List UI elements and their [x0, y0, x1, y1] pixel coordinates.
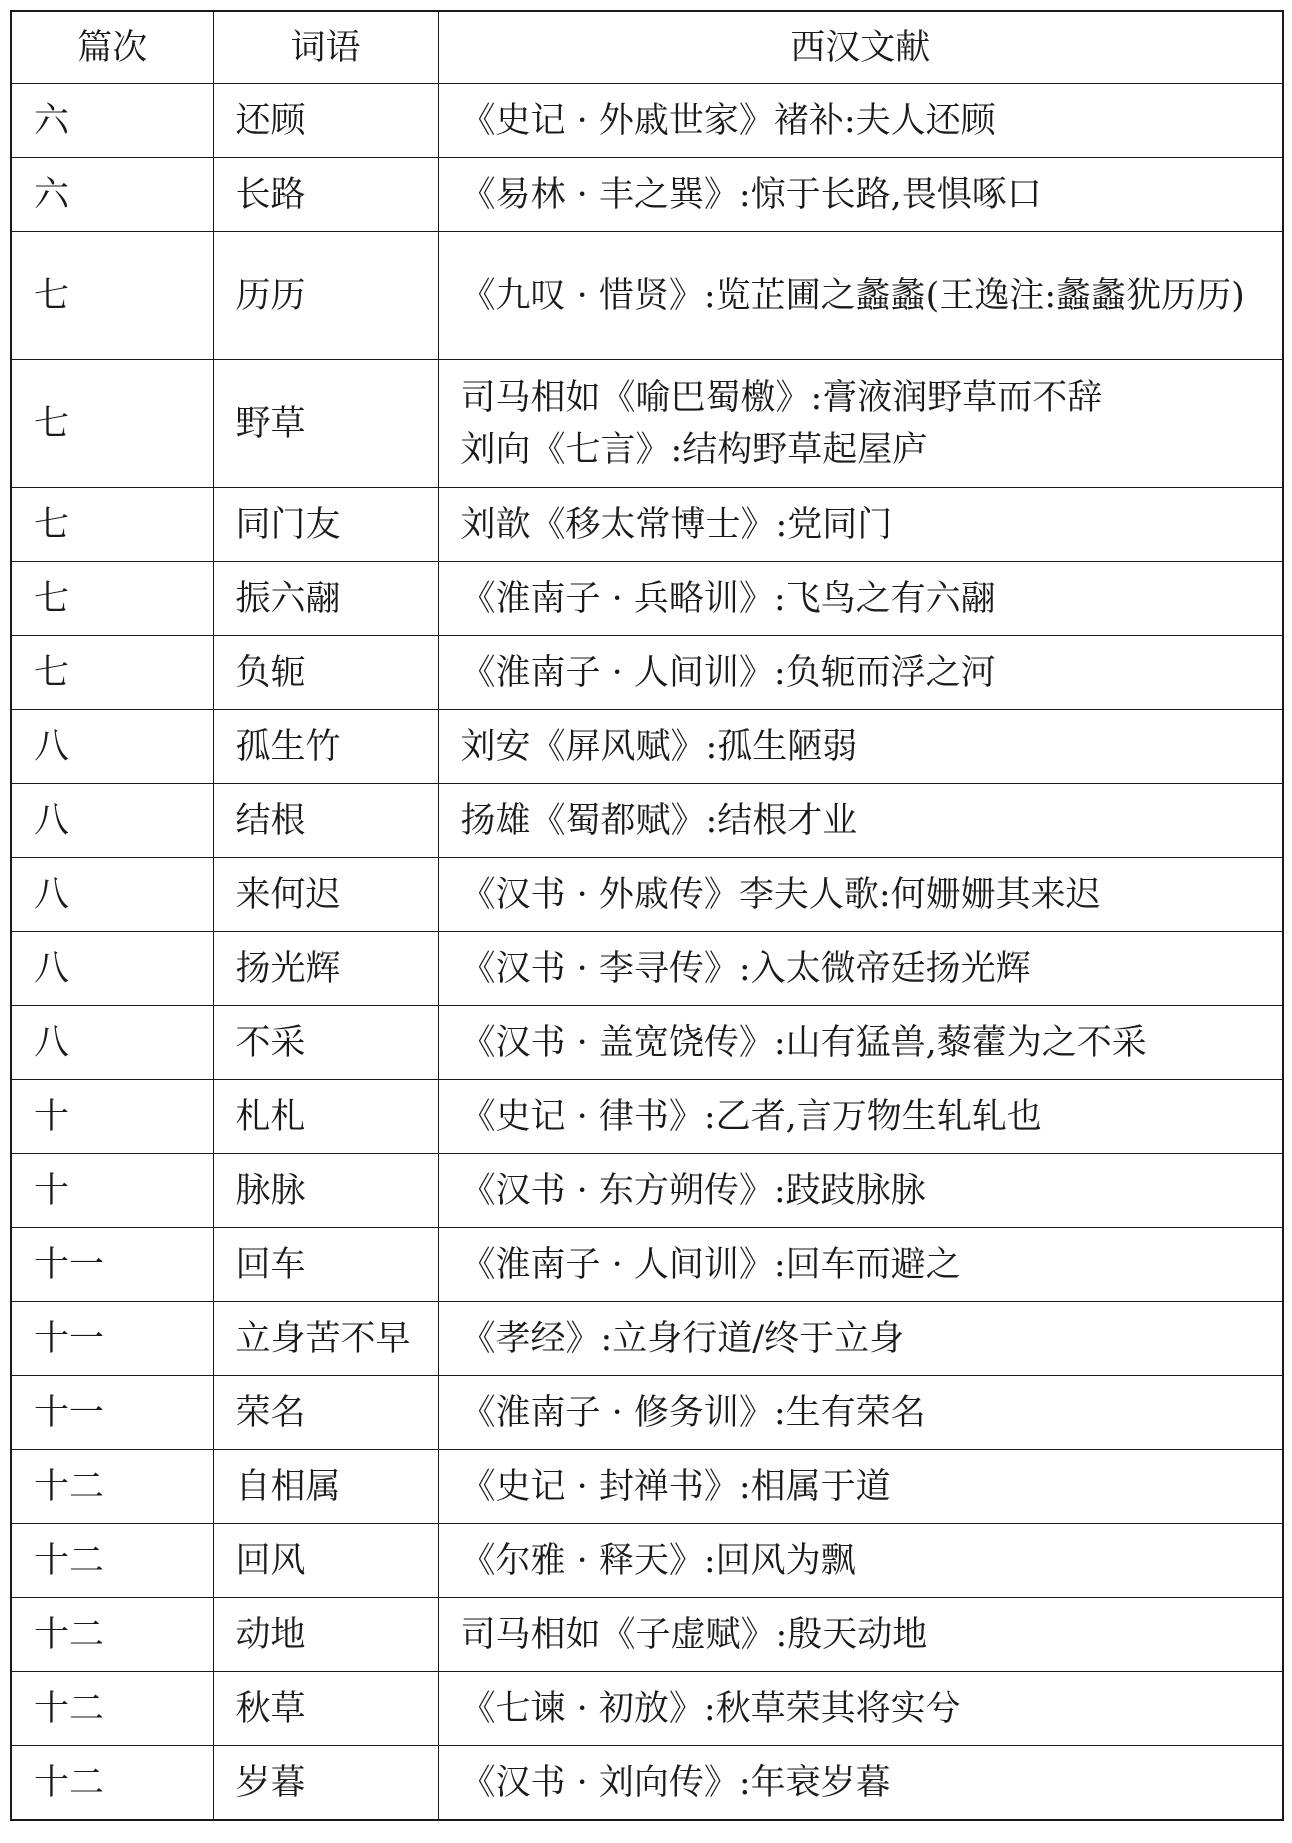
chapter-cell: 十二	[11, 1672, 213, 1746]
source-cell	[438, 360, 1283, 488]
source-line: 刘歆《移太常博士》:党同门	[460, 504, 893, 545]
table-row	[11, 488, 1283, 562]
chapter-cell: 十一	[11, 1376, 213, 1450]
source-cell	[438, 1450, 1283, 1524]
chapter-cell: 十	[11, 1080, 213, 1154]
table-row	[11, 232, 1283, 360]
source-line: 《淮南子 · 人间训》:负轭而浮之河	[460, 652, 996, 693]
table-row	[11, 858, 1283, 932]
term-cell: 脉脉	[213, 1154, 438, 1228]
source-line: 《史记 · 外戚世家》褚补:夫人还顾	[460, 100, 996, 141]
source-cell	[438, 858, 1283, 932]
table-row	[11, 360, 1283, 488]
source-cell	[438, 784, 1283, 858]
term-cell: 还顾	[213, 84, 438, 158]
term-cell: 不采	[213, 1006, 438, 1080]
chapter-cell: 十二	[11, 1450, 213, 1524]
source-line: 扬雄《蜀都赋》:结根才业	[460, 800, 858, 841]
table-row	[11, 784, 1283, 858]
term-cell: 岁暮	[213, 1746, 438, 1821]
term-cell: 动地	[213, 1598, 438, 1672]
source-line: 《九叹 · 惜贤》:览芷圃之蠡蠡(王逸注:蠡蠡犹历历)	[460, 275, 1245, 316]
term-cell: 历历	[213, 232, 438, 360]
source-cell	[438, 1524, 1283, 1598]
table-row	[11, 1228, 1283, 1302]
chapter-cell: 八	[11, 710, 213, 784]
chapter-cell: 八	[11, 858, 213, 932]
source-cell	[438, 158, 1283, 232]
chapter-cell: 十二	[11, 1598, 213, 1672]
chapter-cell: 八	[11, 784, 213, 858]
source-cell	[438, 1006, 1283, 1080]
chapter-cell: 七	[11, 488, 213, 562]
table-row	[11, 1746, 1283, 1821]
source-cell	[438, 1302, 1283, 1376]
source-line: 《易林 · 丰之巽》:惊于长路,畏惧啄口	[460, 174, 1042, 215]
source-line: 《史记 · 封禅书》:相属于道	[460, 1466, 891, 1507]
table-container	[10, 10, 1282, 1821]
chapter-cell: 六	[11, 158, 213, 232]
source-line: 《淮南子 · 修务训》:生有荣名	[460, 1392, 926, 1433]
chapter-cell: 十二	[11, 1746, 213, 1821]
table-row	[11, 1524, 1283, 1598]
table-row	[11, 1598, 1283, 1672]
table-row	[11, 1672, 1283, 1746]
source-line: 《尔雅 · 释天》:回风为飘	[460, 1540, 856, 1581]
vocabulary-source-table	[10, 10, 1284, 1821]
source-cell	[438, 932, 1283, 1006]
term-cell: 同门友	[213, 488, 438, 562]
source-line: 《淮南子 · 人间训》:回车而避之	[460, 1244, 961, 1285]
term-cell: 负轭	[213, 636, 438, 710]
term-cell: 秋草	[213, 1672, 438, 1746]
table-row	[11, 158, 1283, 232]
table-row	[11, 1006, 1283, 1080]
chapter-cell: 七	[11, 636, 213, 710]
source-line: 刘安《屏风赋》:孤生陋弱	[460, 726, 858, 767]
source-line: 《汉书 · 刘向传》:年衰岁暮	[460, 1762, 891, 1803]
source-line: 《汉书 · 盖宽饶传》:山有猛兽,藜藿为之不采	[460, 1022, 1147, 1063]
chapter-cell: 十二	[11, 1524, 213, 1598]
term-cell: 结根	[213, 784, 438, 858]
table-row	[11, 1154, 1283, 1228]
chapter-cell: 七	[11, 360, 213, 488]
source-cell	[438, 1154, 1283, 1228]
source-cell	[438, 1598, 1283, 1672]
term-cell: 长路	[213, 158, 438, 232]
source-cell	[438, 636, 1283, 710]
source-cell	[438, 232, 1283, 360]
source-line: 《孝经》:立身行道/终于立身	[460, 1318, 905, 1359]
source-cell	[438, 710, 1283, 784]
table-row	[11, 84, 1283, 158]
chapter-cell: 十一	[11, 1302, 213, 1376]
chapter-cell: 八	[11, 1006, 213, 1080]
header-term: 词语	[213, 11, 438, 84]
header-source: 西汉文献	[438, 11, 1283, 84]
source-line: 《汉书 · 李寻传》:入太微帝廷扬光辉	[460, 948, 1031, 989]
term-cell: 自相属	[213, 1450, 438, 1524]
chapter-cell: 八	[11, 932, 213, 1006]
source-line: 《七谏 · 初放》:秋草荣其将实兮	[460, 1688, 961, 1729]
term-cell: 野草	[213, 360, 438, 488]
source-line: 《史记 · 律书》:乙者,言万物生轧轧也	[460, 1096, 1042, 1137]
chapter-cell: 七	[11, 232, 213, 360]
term-cell: 扬光辉	[213, 932, 438, 1006]
table-row	[11, 710, 1283, 784]
source-line: 《淮南子 · 兵略训》:飞鸟之有六翮	[460, 578, 996, 619]
source-line: 《汉书 · 外戚传》李夫人歌:何姗姗其来迟	[460, 874, 1101, 915]
header-row	[11, 11, 1283, 84]
term-cell: 回车	[213, 1228, 438, 1302]
source-cell	[438, 1672, 1283, 1746]
header-chapter: 篇次	[11, 11, 213, 84]
table-row	[11, 1450, 1283, 1524]
source-line: 《汉书 · 东方朔传》:跂跂脉脉	[460, 1170, 926, 1211]
chapter-cell: 十	[11, 1154, 213, 1228]
source-cell	[438, 84, 1283, 158]
term-cell: 回风	[213, 1524, 438, 1598]
table-row	[11, 1376, 1283, 1450]
source-line: 刘向《七言》:结构野草起屋庐	[460, 429, 928, 470]
term-cell: 来何迟	[213, 858, 438, 932]
term-cell: 札札	[213, 1080, 438, 1154]
term-cell: 孤生竹	[213, 710, 438, 784]
chapter-cell: 十一	[11, 1228, 213, 1302]
term-cell: 立身苦不早	[213, 1302, 438, 1376]
source-cell	[438, 1376, 1283, 1450]
source-cell	[438, 488, 1283, 562]
term-cell: 振六翮	[213, 562, 438, 636]
source-cell	[438, 562, 1283, 636]
table-row	[11, 636, 1283, 710]
term-cell: 荣名	[213, 1376, 438, 1450]
source-cell	[438, 1080, 1283, 1154]
table-row	[11, 1080, 1283, 1154]
table-row	[11, 932, 1283, 1006]
table-row	[11, 1302, 1283, 1376]
chapter-cell: 七	[11, 562, 213, 636]
source-cell	[438, 1228, 1283, 1302]
table-row	[11, 562, 1283, 636]
chapter-cell: 六	[11, 84, 213, 158]
source-line: 司马相如《子虚赋》:殷天动地	[460, 1614, 928, 1655]
source-cell	[438, 1746, 1283, 1821]
source-line: 司马相如《喻巴蜀檄》:膏液润野草而不辞	[460, 377, 1103, 418]
